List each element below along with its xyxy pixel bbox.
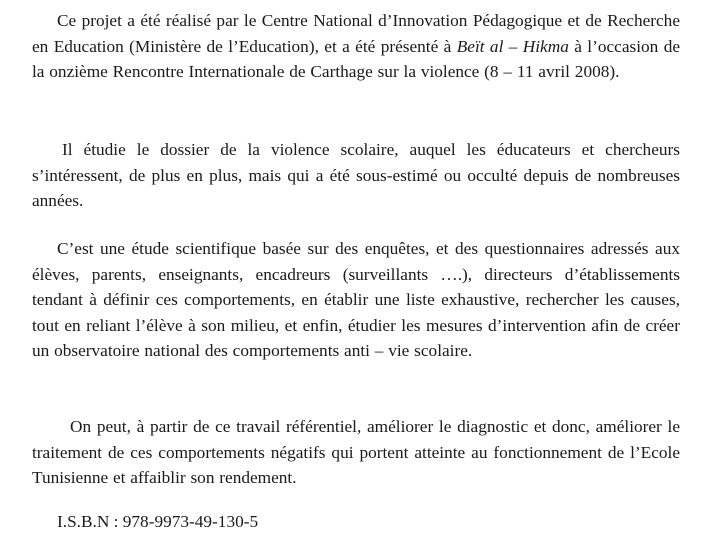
paragraph-outcome: On peut, à partir de ce travail référentiel, améliorer le diagnostic et donc, améliorer le traitement de ces comportements négatifs qui portent atteinte au fonctionnement de l’Ecole Tunisienne et affaiblir son rendement. — [32, 417, 680, 488]
paragraph-study-subject: Il étudie le dossier de la violence scolaire, auquel les éducateurs et chercheurs s’intéressent, de plus en plus, mais qui a été sous-estimé ou occulté depuis de nombreuses années. — [32, 140, 680, 211]
isbn-line: I.S.B.N : 978-9973-49-130-5 — [57, 512, 259, 531]
paragraph-1-text-b: à l’occasion de la onzième Rencontre Internationale de Carthage sur la violence (8 – 11 avril 2008). — [32, 36, 681, 82]
paragraph-1-italic-name: Beït al – Hikma — [456, 36, 569, 56]
paragraph-1-text-a: Ce projet a été réalisé par le Centre National d’Innovation Pédagogique et de Recherche en Education (Ministère de l’Education), et a été présenté à — [32, 11, 680, 56]
paragraph-project-origin — [32, 8, 680, 85]
paragraph-methodology: C’est une étude scientifique basée sur des enquêtes, et des questionnaires adressés aux élèves, parents, enseignants, encadreurs (surveillants ….), directeurs d’établissements tendant à définir ces comportements, en établir une liste exhaustive, rechercher les causes, tout en reliant l’élève à son milieu, et enfin, étudier les mesures d’intervention afin de créer un observatoire national des comportements anti – vie scolaire. — [32, 239, 680, 361]
